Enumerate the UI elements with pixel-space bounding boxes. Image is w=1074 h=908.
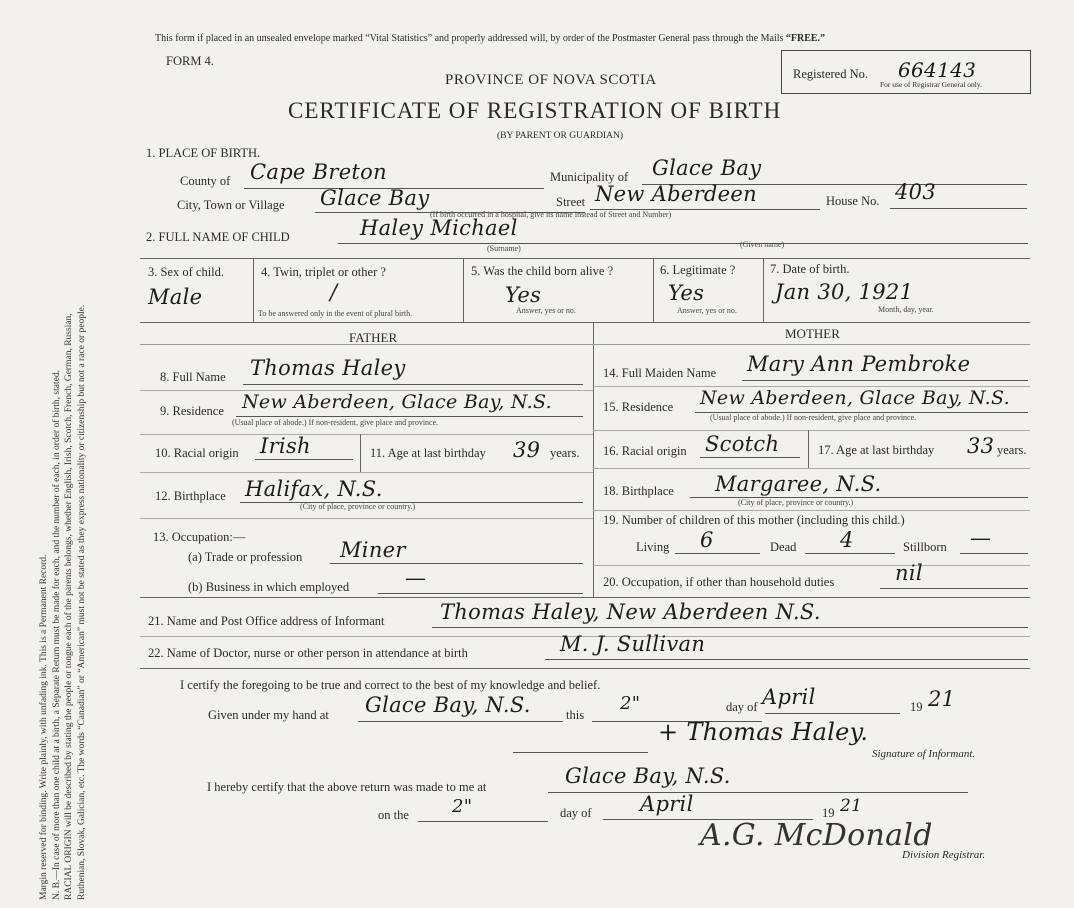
- twin-label: 4. Twin, triplet or other ?: [261, 265, 386, 279]
- mother-age-value: 33: [967, 434, 995, 458]
- dob-note: Month, day, year.: [878, 305, 934, 314]
- legitimate-value: Yes: [668, 281, 705, 305]
- child-name-label: 2. FULL NAME OF CHILD: [146, 230, 290, 244]
- mother-occupation-value: nil: [895, 561, 923, 585]
- on-year-value: 21: [840, 796, 863, 816]
- city-label: City, Town or Village: [177, 198, 285, 212]
- postal-notice-free: “FREE.”: [785, 33, 826, 44]
- given-dayof-label: day of: [726, 700, 758, 714]
- mother-abode-note: (Usual place of abode.) If non-resident, give place and province.: [710, 413, 917, 422]
- father-name-line: [243, 384, 583, 385]
- father-occupation-label: 13. Occupation:—: [153, 530, 246, 544]
- father-residence-value: New Aberdeen, Glace Bay, N.S.: [242, 391, 552, 413]
- place-of-birth-label: 1. PLACE OF BIRTH.: [146, 146, 261, 160]
- dob-value: Jan 30, 1921: [775, 280, 914, 304]
- mother-racial-label: 16. Racial origin: [603, 444, 687, 458]
- father-business-value: —: [405, 566, 427, 590]
- on-year-prefix: 19: [822, 806, 835, 820]
- on-dayof-label: day of: [560, 806, 592, 820]
- mother-birthplace-value: Margaree, N.S.: [715, 472, 882, 496]
- registered-number: 664143: [898, 58, 977, 82]
- father-birthplace-label: 12. Birthplace: [155, 489, 226, 503]
- given-at-line: [358, 721, 563, 722]
- twin-value: /: [330, 280, 338, 304]
- father-name-label: 8. Full Name: [160, 370, 226, 384]
- street-label: Street: [556, 195, 586, 209]
- returned-at-value: Glace Bay, N.S.: [565, 764, 731, 788]
- rule: [140, 518, 593, 519]
- sex-label: 3. Sex of child.: [148, 265, 225, 279]
- child-name-line: [338, 243, 1028, 244]
- father-residence-line: [236, 416, 583, 417]
- alive-label: 5. Was the child born alive ?: [471, 264, 614, 278]
- father-business-line: [378, 593, 583, 594]
- on-the-label: on the: [378, 808, 409, 822]
- legitimate-label: 6. Legitimate ?: [660, 263, 736, 277]
- margin-notes: [38, 20, 88, 900]
- alive-value: Yes: [505, 283, 542, 307]
- section-top-rule: [140, 322, 1030, 323]
- dead-value: 4: [840, 528, 854, 552]
- divider: [463, 258, 464, 322]
- given-at-value: Glace Bay, N.S.: [365, 693, 531, 717]
- divider: [808, 430, 809, 468]
- street-value: New Aberdeen: [595, 182, 757, 206]
- informant-value: Thomas Haley, New Aberdeen N.S.: [440, 600, 821, 624]
- given-name-note: (Given name): [740, 240, 785, 249]
- informant-mark-line: [513, 752, 648, 753]
- section-rule: [140, 597, 1030, 598]
- certificate-subtitle: (BY PARENT OR GUARDIAN): [497, 131, 624, 141]
- father-name-value: Thomas Haley: [250, 356, 406, 380]
- father-racial-line: [255, 459, 353, 460]
- rule: [593, 468, 1030, 469]
- mother-racial-value: Scotch: [705, 432, 780, 456]
- mother-residence-label: 15. Residence: [603, 400, 674, 414]
- registrar-use-note: For use of Registrar General only.: [880, 80, 982, 89]
- doctor-line: [545, 659, 1028, 660]
- twin-note: To be answered only in the event of plural birth.: [258, 309, 413, 318]
- on-month-value: April: [640, 792, 694, 816]
- certificate-title: CERTIFICATE OF REGISTRATION OF BIRTH: [288, 98, 782, 123]
- mother-heading: MOTHER: [785, 326, 840, 341]
- mother-age-years: years.: [997, 443, 1027, 457]
- father-abode-note: (Usual place of abode.) If non-resident, give place and province.: [232, 418, 439, 427]
- informant-line: [432, 627, 1028, 628]
- division-registrar-caption: Division Registrar.: [902, 849, 986, 861]
- province-heading: PROVINCE OF NOVA SCOTIA: [445, 72, 657, 88]
- county-label: County of: [180, 174, 231, 188]
- dead-line: [805, 553, 895, 554]
- signature-informant-caption: Signature of Informant.: [872, 748, 976, 760]
- rule: [593, 510, 1030, 511]
- mother-children-label: 19. Number of children of this mother (including this child.): [603, 513, 905, 527]
- this-label: this: [566, 708, 585, 722]
- divider: [253, 258, 254, 322]
- dob-label: 7. Date of birth.: [770, 262, 850, 276]
- father-racial-value: Irish: [260, 434, 311, 458]
- county-value: Cape Breton: [250, 160, 387, 184]
- living-line: [675, 553, 760, 554]
- father-trade-line: [330, 563, 583, 564]
- rule: [140, 472, 593, 473]
- city-value: Glace Bay: [320, 186, 430, 210]
- form-number: FORM 4.: [166, 54, 214, 68]
- certify-statement: I certify the foregoing to be true and correct to the best of my knowledge and belief.: [180, 678, 601, 692]
- divider: [763, 258, 764, 322]
- doctor-label: 22. Name of Doctor, nurse or other person in attendance at birth: [148, 646, 468, 660]
- father-age-value: 39: [513, 438, 541, 462]
- on-day-value: 2": [452, 796, 473, 817]
- hospital-note: (If birth occurred in a hospital, give its name instead of Street and Number): [430, 210, 672, 219]
- margin-note-4: Ruthenian, Slovak, Galician, etc. The words “Canadian” or “American” must not be stated as they express nationality or citizenship but not a race or people.: [76, 304, 87, 900]
- given-month-value: April: [762, 685, 816, 709]
- rule: [140, 344, 1030, 345]
- rule: [593, 430, 1030, 431]
- mother-name-value: Mary Ann Pembroke: [747, 352, 971, 376]
- given-year-value: 21: [928, 687, 956, 711]
- mother-residence-value: New Aberdeen, Glace Bay, N.S.: [700, 387, 1010, 409]
- margin-note-1: Margin reserved for binding. Write plainly, with unfading ink. This is a Permanent Record.: [39, 554, 49, 900]
- child-name-value: Haley Michael: [360, 216, 518, 240]
- margin-note-3: RACIAL ORIGIN will be described by stating the people or tongue each of the parents belongs, whether English, Irish, Scotch, French, German, Russian,: [64, 313, 74, 900]
- given-month-line: [765, 713, 900, 714]
- on-day-line: [418, 821, 548, 822]
- given-year-prefix: 19: [910, 700, 923, 714]
- mother-birthplace-note: (City of place, province or country.): [738, 498, 854, 507]
- father-racial-label: 10. Racial origin: [155, 446, 239, 460]
- father-trade-label: (a) Trade or profession: [188, 550, 303, 564]
- rule: [593, 565, 1030, 566]
- mother-birthplace-label: 18. Birthplace: [603, 484, 674, 498]
- municipality-value: Glace Bay: [652, 156, 762, 180]
- municipality-label: Municipality of: [550, 170, 629, 184]
- father-mother-divider: [593, 322, 594, 597]
- alive-note: Answer, yes or no.: [516, 306, 576, 315]
- section-rule: [140, 668, 1030, 669]
- stillborn-value: —: [970, 526, 992, 550]
- divider: [360, 434, 361, 472]
- father-business-label: (b) Business in which employed: [188, 580, 350, 594]
- father-birthplace-note: (City of place, province or country.): [300, 502, 416, 511]
- given-day-value: 2": [620, 693, 641, 714]
- row-top-rule: [140, 258, 1030, 259]
- father-age-label: 11. Age at last birthday: [370, 446, 486, 460]
- given-under-label: Given under my hand at: [208, 708, 329, 722]
- father-age-years: years.: [550, 446, 580, 460]
- mother-racial-line: [700, 457, 800, 458]
- mother-age-label: 17. Age at last birthday: [818, 443, 935, 457]
- house-label: House No.: [826, 194, 880, 208]
- margin-note-2: N. B.—In case of more than one child at a birth, a Separate Return must be made for each, and the number of each, in order of birth, stated.: [51, 370, 62, 900]
- father-birthplace-value: Halifax, N.S.: [245, 477, 383, 501]
- hereby-label: I hereby certify that the above return was made to me at: [207, 780, 487, 794]
- father-residence-label: 9. Residence: [160, 404, 224, 418]
- house-line: [890, 208, 1027, 209]
- father-trade-value: Miner: [340, 538, 406, 562]
- doctor-value: M. J. Sullivan: [560, 632, 706, 656]
- mother-name-label: 14. Full Maiden Name: [603, 366, 717, 380]
- rule: [140, 434, 593, 435]
- registrar-signature: A.G. McDonald: [700, 818, 933, 853]
- mother-name-line: [742, 380, 1028, 381]
- living-value: 6: [700, 528, 714, 552]
- living-label: Living: [636, 540, 670, 554]
- legitimate-note: Answer, yes or no.: [677, 306, 737, 315]
- divider: [653, 258, 654, 322]
- mother-occupation-label: 20. Occupation, if other than household duties: [603, 575, 835, 589]
- postal-notice-text: This form if placed in an unsealed envelope marked “Vital Statistics” and properly addressed will, by order of the Postmaster General pass through the Mails: [155, 33, 784, 44]
- registered-label: Registered No.: [793, 67, 868, 81]
- postal-notice: [155, 33, 825, 44]
- sex-value: Male: [148, 285, 203, 309]
- stillborn-line: [960, 553, 1028, 554]
- surname-note: (Surname): [487, 244, 521, 253]
- informant-signature: + Thomas Haley.: [658, 718, 869, 746]
- house-value: 403: [895, 180, 936, 204]
- father-heading: FATHER: [349, 330, 398, 345]
- informant-label: 21. Name and Post Office address of Informant: [148, 614, 385, 628]
- stillborn-label: Stillborn: [903, 540, 947, 554]
- dead-label: Dead: [770, 540, 797, 554]
- returned-at-line: [548, 792, 968, 793]
- mother-occupation-line: [880, 588, 1028, 589]
